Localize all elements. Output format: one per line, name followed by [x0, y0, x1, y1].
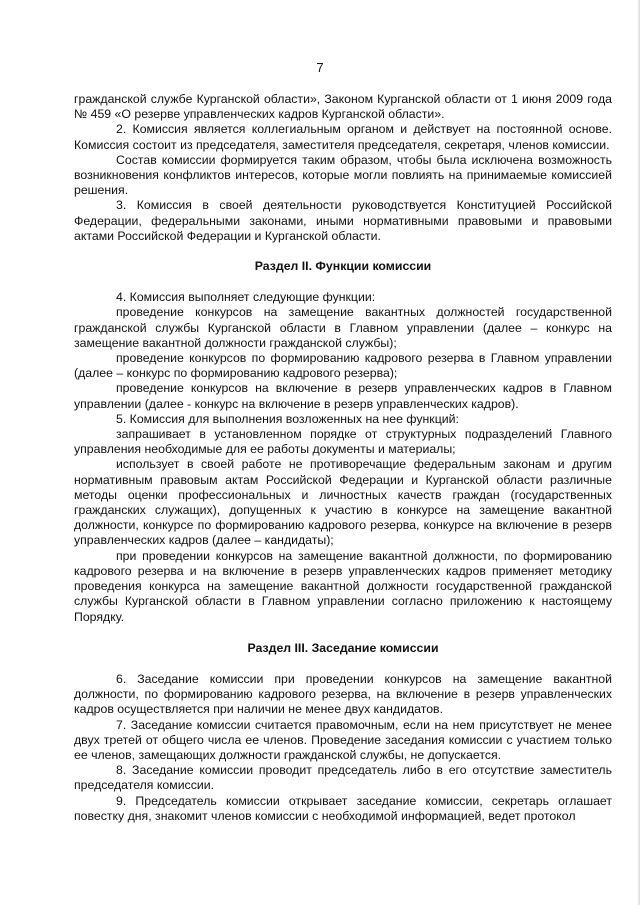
page-number: 7: [316, 60, 324, 75]
paragraph: 3. Комиссия в своей деятельности руководствуется Конституцией Российской Федерации, федеральными законами, иными нормативными правовыми и правовыми актами Российской Федерации и Курганской области.: [74, 198, 612, 243]
paragraph: проведение конкурсов по формированию кадрового резерва в Главном управлении (далее – конкурс по формированию кадрового резерва);: [74, 351, 612, 381]
paragraph: 5. Комиссия для выполнения возложенных на нее функций:: [116, 411, 459, 426]
section-heading: Раздел II. Функции комиссии: [254, 259, 432, 274]
paragraph: 9. Председатель комиссии открывает заседание комиссии, секретарь оглашает повестку дня, знакомит членов комиссии с необходимой информацией, ведет протокол: [74, 793, 612, 823]
paragraph: 8. Заседание комиссии проводит председатель либо в его отсутствие заместитель председателя комиссии.: [74, 763, 612, 793]
paragraph: Состав комиссии формируется таким образом, чтобы была исключена возможность возникновения конфликтов интересов, которые могли повлиять на принимаемые комиссией решения.: [74, 152, 612, 198]
section-heading: Раздел III. Заседание комиссии: [247, 640, 439, 655]
paragraph: при проведении конкурсов на замещение вакантной должности, по формированию кадрового резерва и на включение в резерв управленческих кадров применяет методику проведения конкурса на замещение вакантной должности государственной гражданской службы Курганской области в Главном управлении согласно приложению к настоящему Порядку.: [74, 548, 612, 624]
paragraph: гражданской службе Курганской области», Законом Курганской области от 1 июня 2009 года № 459 «О резерве управленческих кадров Курганской области».: [74, 92, 612, 122]
paragraph: проведение конкурсов на замещение вакантных должностей государственной гражданской службы Курганской области в Главном управлении (далее – конкурс на замещение вакантной должности гражданской службы);: [74, 305, 612, 350]
paragraph: запрашивает в установленном порядке от структурных подразделений Главного управления необходимые для ее работы документы и материалы;: [74, 427, 612, 457]
paragraph: 4. Комиссия выполняет следующие функции:: [116, 290, 376, 305]
paragraph: использует в своей работе не противоречащие федеральным законам и другим нормативным правовым актам Российской Федерации и Курганской области различные методы оценки профессиональных и личностных качеств граждан (государственных гражданских служащих), допущенных к участию в конкурсе на замещение вакантной должности, конкурсе по формированию кадрового резерва, конкурсе на включение в резерв управленческих кадров (далее – кандидаты);: [74, 457, 612, 548]
paragraph: проведение конкурсов на включение в резерв управленческих кадров в Главном управлении (далее - конкурс на включение в резерв управленческих кадров).: [74, 381, 612, 411]
paragraph: 7. Заседание комиссии считается правомочным, если на нем присутствует не менее двух третей от общего числа ее членов. Проведение заседания комиссии с участием только ее членов, замещающих должности гражданской службы, не допускается.: [74, 717, 612, 762]
document-body: [74, 92, 612, 824]
paragraph: 6. Заседание комиссии при проведении конкурсов на замещение вакантной должности, по формированию кадрового резерва, на включение в резерв управленческих кадров осуществляется при наличии не менее двух кандидатов.: [74, 671, 612, 717]
paragraph: 2. Комиссия является коллегиальным органом и действует на постоянной основе. Комиссия состоит из председателя, заместителя председателя, секретаря, членов комиссии.: [74, 122, 612, 152]
